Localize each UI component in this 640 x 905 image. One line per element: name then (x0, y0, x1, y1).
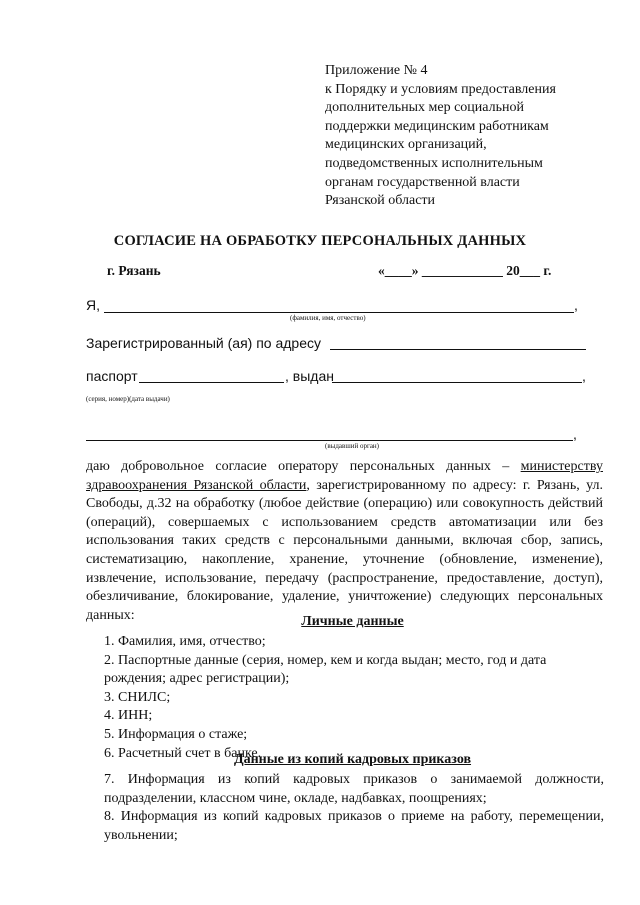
appendix-line: органам государственной власти (325, 174, 520, 190)
personal-data-heading: Личные данные (301, 614, 404, 629)
document-title: СОГЛАСИЕ НА ОБРАБОТКУ ПЕРСОНАЛЬНЫХ ДАННЫХ (113, 233, 527, 249)
passport-number-line[interactable] (139, 382, 284, 383)
appendix-line: медицинских организаций, (325, 137, 487, 153)
list-item: 8. Информация из копий кадровых приказов о приеме на работу, перемещении, увольнении; (104, 809, 604, 843)
orders-heading: Данные из копий кадровых приказов (233, 752, 472, 767)
list-item: 5. Информация о стаже; (104, 726, 248, 742)
address-input-line[interactable] (330, 349, 586, 350)
city-label: г. Рязань (107, 263, 161, 278)
comma: , (582, 368, 586, 384)
personal-data-list (104, 633, 604, 763)
operator-name: министерству здравоохранения Рязанской области (86, 459, 603, 493)
comma: , (573, 426, 577, 442)
appendix-line: подведомственных исполнительным (325, 155, 543, 171)
issued-input-line[interactable] (332, 382, 582, 383)
orders-list (104, 771, 604, 845)
fio-caption: (фамилия, имя, отчество) (290, 314, 366, 322)
list-item: 7. Информация из копий кадровых приказов о занимаемой должности, подразделении, классном чине, окладе, надбавках, поощрениях; (104, 772, 604, 806)
list-item: 1. Фамилия, имя, отчество; (104, 634, 266, 649)
issuer-caption: (выдавший орган) (325, 442, 380, 450)
appendix-block (325, 62, 625, 211)
passport-caption: (серия, номер)(дата выдачи) (86, 395, 170, 403)
appendix-line: поддержки медицинским работникам (325, 118, 549, 134)
appendix-line: Рязанской области (325, 193, 436, 209)
ya-label: Я, (86, 297, 100, 313)
appendix-line: к Порядку и условиям предоставления (325, 81, 556, 97)
list-item: 6. Расчетный счет в банке. (104, 745, 262, 761)
list-item: 4. ИНН; (104, 708, 153, 724)
comma: , (574, 297, 578, 313)
list-item: 2. Паспортные данные (серия, номер, кем и когда выдан; место, год и дата рождения; адрес регистрации); (104, 652, 547, 687)
consent-intro: даю добровольное согласие оператору персональных данных – (86, 459, 521, 474)
registered-label: Зарегистрированный (ая) по адресу (86, 335, 321, 351)
issuer-input-line[interactable] (86, 440, 573, 441)
consent-paragraph (86, 458, 603, 625)
fio-input-line[interactable] (104, 312, 574, 313)
appendix-line: дополнительных мер социальной (325, 100, 524, 116)
appendix-line: Приложение № 4 (325, 63, 428, 78)
consent-rest: , зарегистрированному по адресу: г. Рязань, ул. Свободы, д.32 на обработку (любое действие (операцию) или совокупность действий (операций), совершаемых с использованием средств автоматизации или без использования таких средств с персональными данными, включая сбор, запись, систематизацию, накопление, хранение, уточнение (обновление, изменение), извлечение, использование, передачу (распространение, предоставление, доступ), обезличивание, блокирование, удаление, уничтожение) следующих персональных данных: (86, 477, 603, 623)
list-item: 3. СНИЛС; (104, 689, 171, 705)
issued-label: , выдан (285, 368, 334, 384)
passport-label: паспорт (86, 368, 138, 384)
date-field[interactable]: «____» ____________ 20___ г. (378, 263, 552, 278)
